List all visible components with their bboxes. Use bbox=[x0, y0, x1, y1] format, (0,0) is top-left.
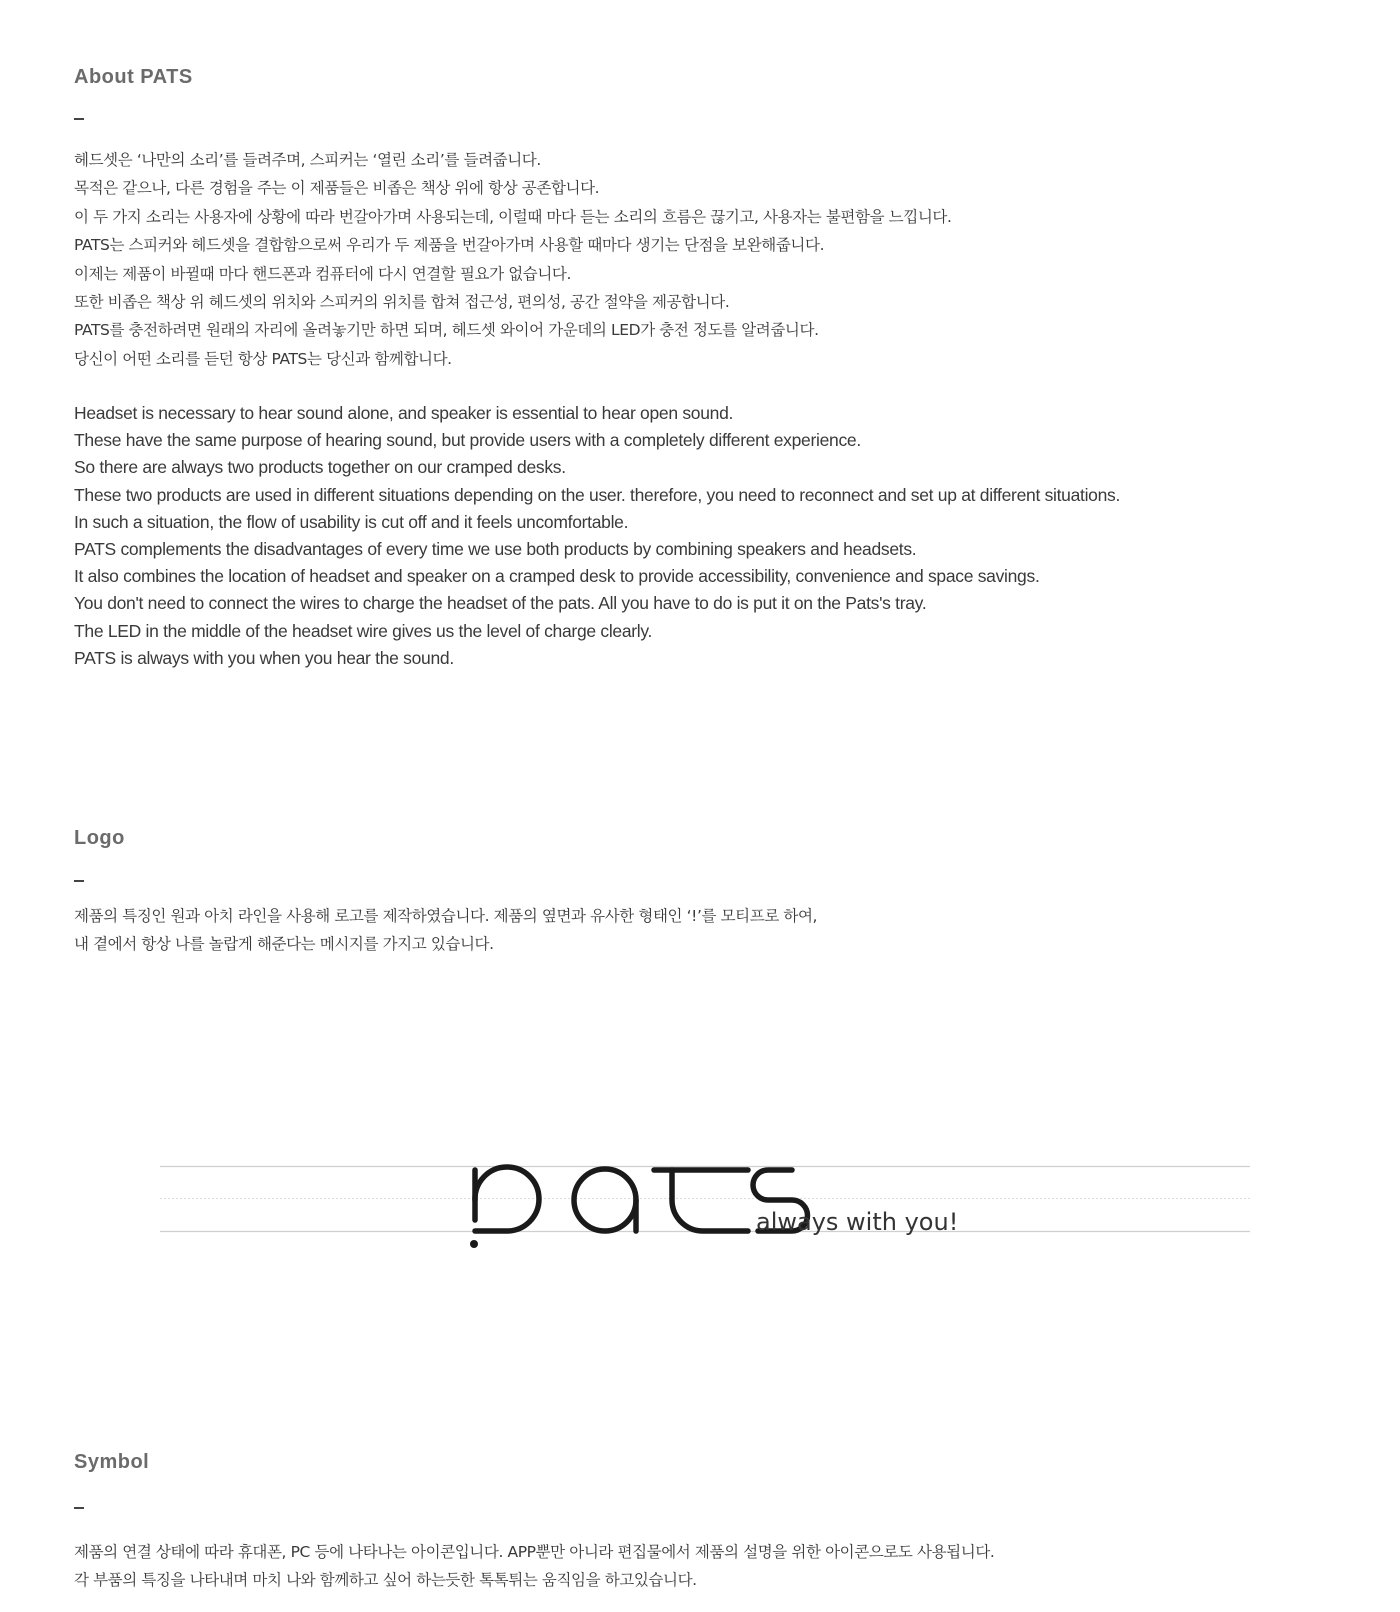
about-korean-paragraph bbox=[74, 146, 952, 373]
symbol-section-title: Symbol bbox=[74, 1451, 150, 1473]
symbol-korean-line: 각 부품의 특징을 나타내며 마치 나와 함께하고 싶어 하는듯한 톡톡튀는 움직임을 하고있습니다. bbox=[74, 1571, 697, 1590]
logo-korean-paragraph bbox=[74, 902, 817, 959]
symbol-korean-paragraph bbox=[74, 1538, 994, 1595]
about-korean-line: 헤드셋은 ‘나만의 소리’를 들려주며, 스피커는 ‘열린 소리’를 들려줍니다. bbox=[74, 151, 541, 169]
about-english-line: PATS is always with you when you hear the sound. bbox=[74, 647, 454, 668]
about-korean-line: 목적은 같으나, 다른 경험을 주는 이 제품들은 비좁은 책상 위에 항상 공존합니다. bbox=[74, 179, 600, 198]
about-english-line: These have the same purpose of hearing sound, but provide users with a completely different experience. bbox=[74, 430, 861, 451]
logo-section-title: Logo bbox=[74, 827, 125, 849]
about-dash bbox=[74, 118, 84, 120]
about-korean-line: 이제는 제품이 바뀔때 마다 핸드폰과 컴퓨터에 다시 연결할 필요가 없습니다. bbox=[74, 264, 572, 283]
about-english-paragraph bbox=[74, 400, 1120, 672]
about-english-line: The LED in the middle of the headset wire gives us the level of charge clearly. bbox=[74, 620, 653, 641]
about-english-line: It also combines the location of headset and speaker on a cramped desk to provide accessibility, convenience and space savings. bbox=[74, 566, 1040, 587]
about-korean-line: PATS는 스피커와 헤드셋을 결합함으로써 우리가 두 제품을 번갈아가며 사용할 때마다 생기는 단점을 보완해줍니다. bbox=[74, 236, 825, 255]
about-english-line: You don't need to connect the wires to charge the headset of the pats. All you have to do is put it on the Pats's tray. bbox=[74, 593, 927, 614]
logo-korean-line: 내 곁에서 항상 나를 놀랍게 해준다는 메시지를 가지고 있습니다. bbox=[74, 935, 494, 954]
logo-tagline: always with you! bbox=[756, 1208, 959, 1236]
symbol-korean-line: 제품의 연결 상태에 따라 휴대폰, PC 등에 나타나는 아이콘입니다. APP뿐만 아니라 편집물에서 제품의 설명을 위한 아이콘으로도 사용됩니다. bbox=[74, 1543, 995, 1561]
about-korean-line: 당신이 어떤 소리를 듣던 항상 PATS는 당신과 함께합니다. bbox=[74, 349, 452, 368]
pats-logo bbox=[160, 1160, 1250, 1270]
symbol-section-dash bbox=[74, 1507, 84, 1509]
about-english-line: These two products are used in different situations depending on the user. therefore, you need to reconnect and set up at different situations. bbox=[74, 484, 1121, 505]
logo-korean-line: 제품의 특징인 원과 아치 라인을 사용해 로고를 제작하였습니다. 제품의 옆면과 유사한 형태인 ‘!’를 모티프로 하여, bbox=[74, 907, 818, 925]
pats-logo-graphic bbox=[160, 1160, 1250, 1270]
about-english-line: Headset is necessary to hear sound alone, and speaker is essential to hear open sound. bbox=[74, 403, 734, 423]
logo-section-dash bbox=[74, 880, 84, 882]
about-title: About PATS bbox=[74, 66, 193, 88]
about-korean-line: 또한 비좁은 책상 위 헤드셋의 위치와 스피커의 위치를 합쳐 접근성, 편의성, 공간 절약을 제공합니다. bbox=[74, 292, 730, 311]
about-english-line: So there are always two products together on our cramped desks. bbox=[74, 457, 566, 478]
about-english-line: PATS complements the disadvantages of every time we use both products by combining speakers and headsets. bbox=[74, 538, 917, 559]
about-korean-line: 이 두 가지 소리는 사용자에 상황에 따라 번갈아가며 사용되는데, 이럴때 마다 듣는 소리의 흐름은 끊기고, 사용자는 불편함을 느낍니다. bbox=[74, 207, 952, 226]
about-korean-line: PATS를 충전하려면 원래의 자리에 올려놓기만 하면 되며, 헤드셋 와이어 가운데의 LED가 충전 정도를 알려줍니다. bbox=[74, 321, 819, 340]
about-english-line: In such a situation, the flow of usability is cut off and it feels uncomfortable. bbox=[74, 511, 629, 532]
